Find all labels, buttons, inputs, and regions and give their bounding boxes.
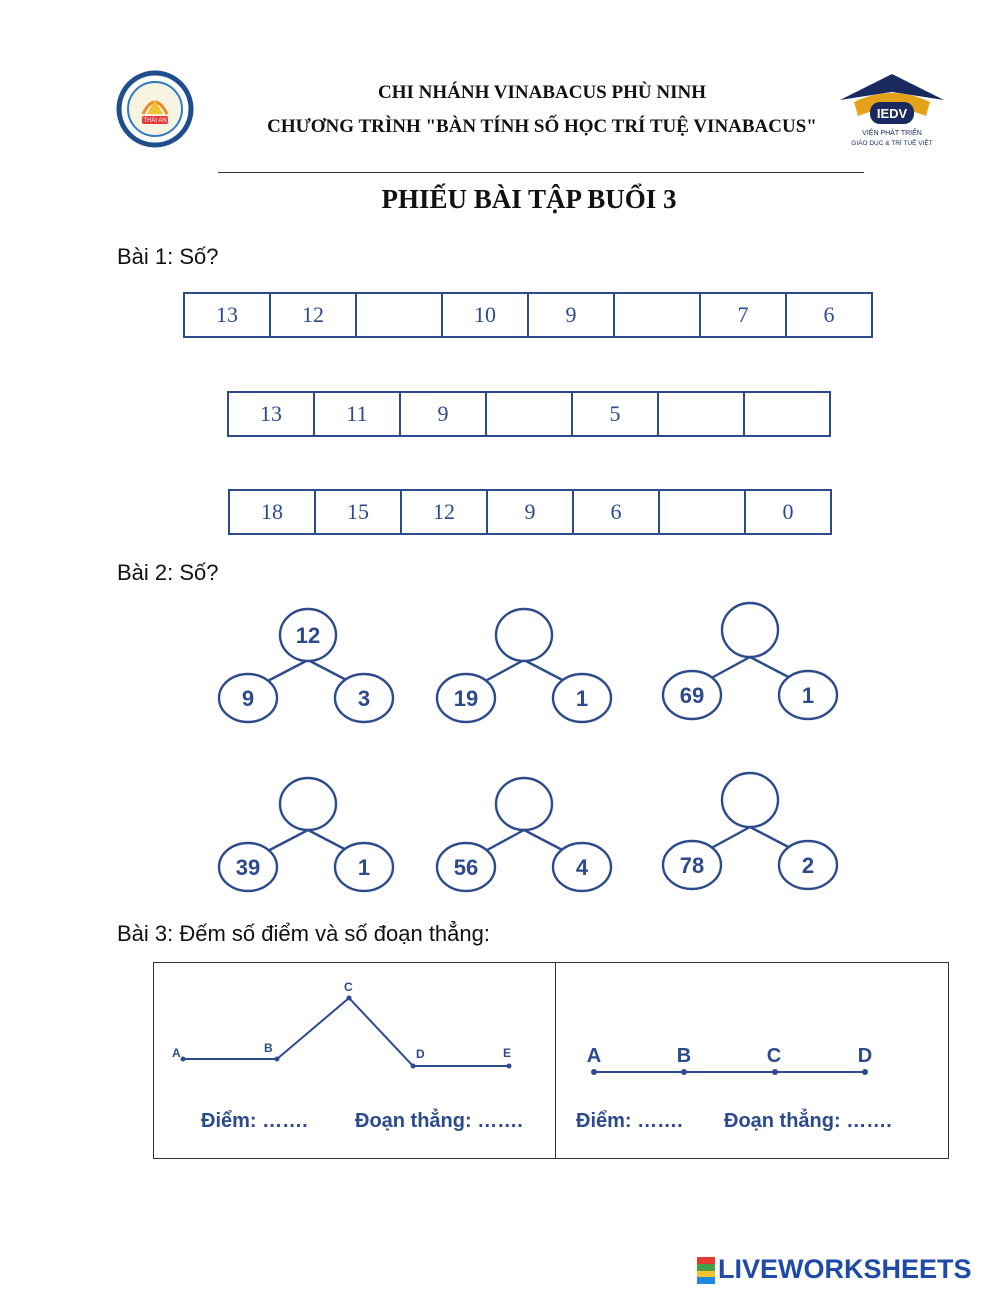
logo-line-1: VIỆN PHÁT TRIỂN — [862, 130, 922, 137]
point-label: D — [416, 1047, 425, 1061]
seq-cell: 18 — [230, 491, 316, 533]
seq-cell: 6 — [574, 491, 660, 533]
liveworksheets-wordmark: LIVEWORKSHEETS — [718, 1254, 972, 1284]
bai3-heading: Bài 3: Đếm số điểm và số đoạn thẳng: — [117, 921, 490, 946]
bond-left-value: 56 — [453, 855, 479, 880]
seq-cell: 0 — [782, 499, 794, 524]
segments-count-label[interactable]: Đoạn thẳng: ……. — [355, 1110, 523, 1132]
points-count-label[interactable]: Điểm: ……. — [576, 1110, 683, 1132]
logo-line-2: GIÁO DỤC & TRÍ TUỆ VIỆT — [851, 140, 933, 147]
bond-right-value: 4 — [575, 855, 589, 880]
point-label: E — [503, 1046, 512, 1060]
segments-count-label[interactable]: Đoạn thẳng: ……. — [724, 1110, 892, 1132]
polyline-abcde — [183, 998, 512, 1066]
bai2-heading: Bài 2: Số? — [117, 560, 219, 585]
point-label: A — [172, 1046, 181, 1060]
point-label: B — [676, 1045, 692, 1067]
seq-cell: 12 — [402, 491, 488, 533]
seq-cell: 6 — [823, 302, 835, 327]
header-line-2: CHƯƠNG TRÌNH "BÀN TÍNH SỐ HỌC TRÍ TUỆ VINABACUS" — [267, 116, 817, 137]
seq-cell: 12 — [271, 294, 357, 336]
point-label: D — [857, 1045, 873, 1067]
logo-name: THÁI AN — [143, 118, 167, 124]
worksheet-title: PHIẾU BÀI TẬP BUỔI 3 — [381, 184, 677, 214]
liveworksheets-mark — [697, 1257, 715, 1284]
point-label: B — [264, 1041, 273, 1055]
sequence-row-1 — [183, 292, 873, 338]
seq-blank-cell[interactable] — [615, 294, 701, 336]
bond-left-value: 19 — [453, 686, 479, 711]
bond-right-value: 3 — [357, 686, 371, 711]
point-label: C — [344, 980, 353, 994]
seq-blank-cell[interactable] — [357, 294, 443, 336]
seq-cell: 10 — [443, 294, 529, 336]
bai3-diagrams — [153, 962, 949, 1159]
seq-cell: 9 — [401, 393, 487, 435]
seq-cell: 7 — [701, 294, 787, 336]
points-count-label[interactable]: Điểm: ……. — [201, 1110, 308, 1132]
sequence-row-3 — [228, 489, 832, 535]
number-bond-diagrams — [0, 590, 1000, 910]
seq-cell: 13 — [229, 393, 315, 435]
bond-right-value: 1 — [801, 683, 815, 708]
header-rule — [218, 172, 864, 173]
seq-blank-cell[interactable] — [487, 393, 573, 435]
seq-cell: 9 — [529, 294, 615, 336]
seq-blank-cell[interactable] — [660, 491, 746, 533]
bond-right-value: 1 — [357, 855, 371, 880]
bond-left-value: 9 — [241, 686, 255, 711]
seq-cell: 11 — [315, 393, 401, 435]
bond-right-value: 1 — [575, 686, 589, 711]
seq-cell: 9 — [488, 491, 574, 533]
bond-left-value: 39 — [235, 855, 261, 880]
seq-cell: 13 — [185, 294, 271, 336]
point-label: C — [766, 1045, 782, 1067]
bond-top-value: 12 — [295, 623, 321, 648]
header-line-1: CHI NHÁNH VINABACUS PHÙ NINH — [378, 82, 706, 103]
seq-blank-cell[interactable] — [745, 393, 829, 435]
logo-abbr: IEDV — [876, 106, 908, 121]
point-label: A — [586, 1045, 602, 1067]
seq-cell: 5 — [573, 393, 659, 435]
seq-blank-cell[interactable] — [659, 393, 745, 435]
bond-left-value: 78 — [679, 853, 705, 878]
bond-right-value: 2 — [801, 853, 815, 878]
seq-cell: 15 — [316, 491, 402, 533]
sequence-row-2 — [227, 391, 831, 437]
iedv-logo — [836, 72, 948, 150]
bai1-heading: Bài 1: Số? — [117, 244, 219, 269]
bond-left-value: 69 — [679, 683, 705, 708]
